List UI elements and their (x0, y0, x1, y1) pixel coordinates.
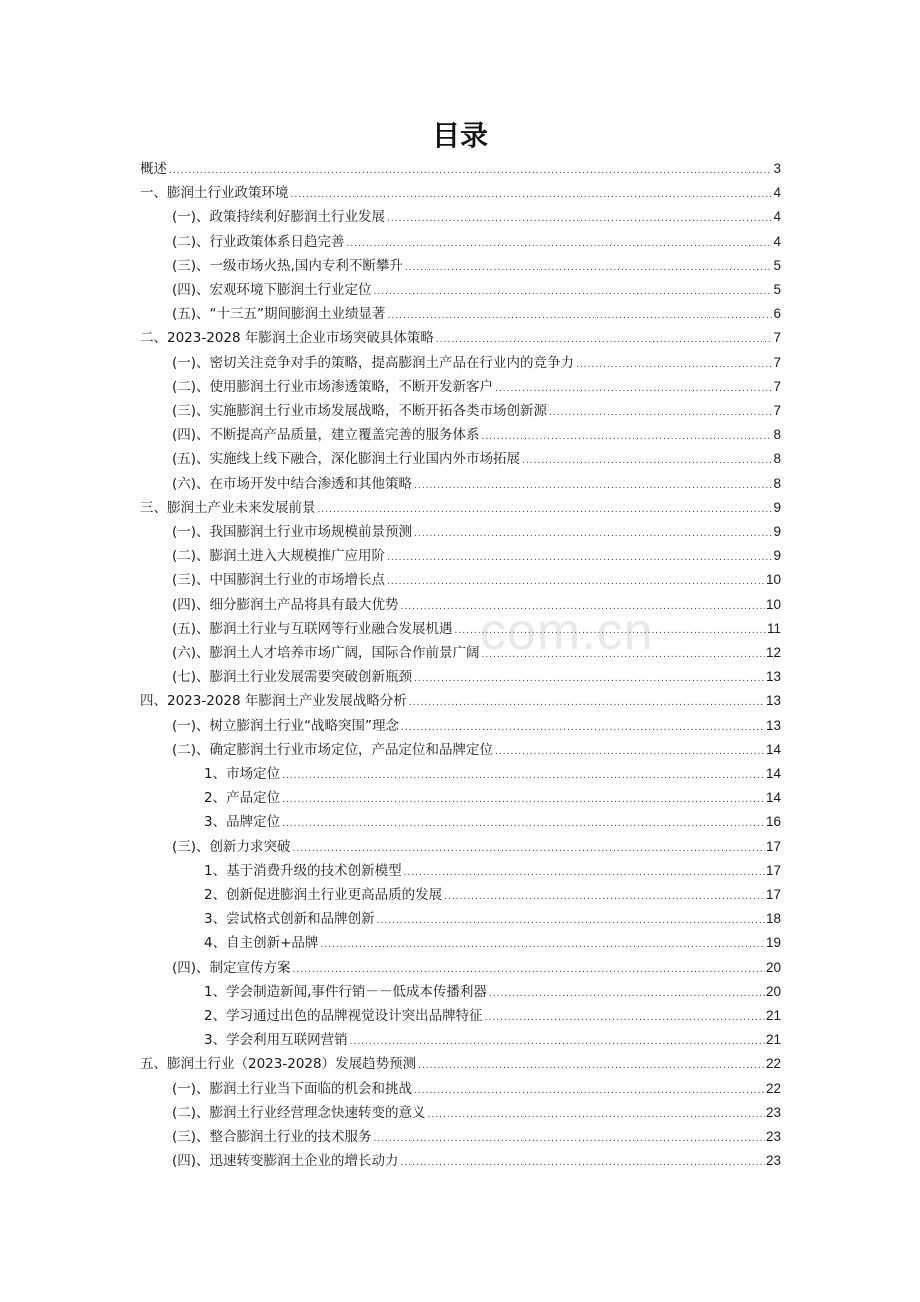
dot-leader (293, 958, 765, 982)
toc-entry[interactable] (204, 1028, 781, 1052)
toc-entry[interactable] (172, 472, 781, 496)
toc-entry-title: (二)、膨润土行业经营理念快速转变的意义 (172, 1104, 426, 1121)
toc-entry[interactable] (172, 278, 781, 302)
toc-entry-page-number: 7 (773, 403, 781, 418)
toc-entry[interactable] (140, 689, 781, 713)
toc-entry[interactable] (140, 1052, 781, 1076)
toc-entry-page-number: 9 (773, 524, 781, 539)
dot-leader (293, 837, 765, 861)
toc-entry[interactable] (172, 302, 781, 326)
toc-entry-page-number: 14 (765, 766, 781, 781)
toc-entry-title: (二)、确定膨润土行业市场定位，产品定位和品牌定位 (172, 741, 494, 758)
toc-entry-page-number: 13 (765, 669, 781, 685)
dot-leader (350, 1030, 765, 1054)
toc-entry-page-number: 8 (773, 451, 781, 467)
toc-entry-title: 3、品牌定位 (204, 814, 281, 831)
toc-entry-title: 2、学习通过出色的品牌视觉设计突出品牌特征 (204, 1008, 483, 1024)
toc-entry-title: (二)、行业政策体系日趋完善 (172, 233, 345, 250)
toc-entry-page-number: 11 (766, 620, 781, 636)
toc-entry[interactable] (172, 1149, 781, 1173)
toc-entry[interactable] (140, 496, 781, 520)
toc-entry-page-number: 21 (765, 1008, 781, 1023)
toc-entry-page-number: 5 (773, 282, 781, 297)
toc-entry[interactable] (172, 641, 781, 665)
toc-entry[interactable] (172, 665, 781, 689)
toc-entry-page-number: 21 (765, 1032, 781, 1048)
toc-entry-title: 二、2023-2028 年膨润土企业市场突破具体策略 (140, 330, 434, 347)
dot-leader (169, 159, 772, 183)
toc-entry-page-number: 5 (773, 257, 781, 273)
dot-leader (522, 449, 772, 473)
toc-entry-title: (四)、宏观环境下膨润土行业定位 (172, 282, 372, 298)
dot-leader (576, 353, 772, 377)
toc-entry-page-number: 14 (765, 741, 781, 757)
dot-leader (489, 982, 765, 1006)
toc-entry-title: (四)、制定宣传方案 (172, 959, 291, 976)
toc-entry-title: 3、学会利用互联网营销 (204, 1032, 348, 1049)
toc-entry-title: (一)、政策持续利好膨润土行业发展 (172, 209, 386, 226)
toc-entry[interactable] (140, 326, 781, 350)
toc-entry-title: 三、膨润土产业未来发展前景 (140, 499, 316, 516)
toc-entry-page-number: 17 (765, 887, 781, 902)
dot-leader (455, 619, 766, 643)
dot-leader (414, 1079, 765, 1103)
toc-entry[interactable] (172, 568, 781, 592)
toc-entry-title: 五、膨润土行业（2023-2028）发展趋势预测 (140, 1056, 417, 1073)
dot-leader (414, 667, 765, 691)
dot-leader (428, 1103, 765, 1127)
toc-entry[interactable] (172, 714, 781, 738)
toc-entry[interactable] (204, 1004, 781, 1028)
toc-entry[interactable] (172, 447, 781, 471)
toc-entry-title: (五)、“十三五”期间膨润土业绩显著 (172, 306, 386, 323)
dot-leader (401, 595, 765, 619)
toc-entry-title: 4、自主创新+品牌 (204, 935, 319, 952)
toc-entry[interactable] (172, 423, 781, 447)
toc-entry-page-number: 3 (773, 161, 781, 176)
toc-entry-title: (三)、创新力求突破 (172, 838, 291, 855)
toc-entry[interactable] (204, 907, 781, 931)
toc-entry-title: (四)、细分膨润土产品将具有最大优势 (172, 596, 399, 613)
dot-leader (495, 377, 772, 401)
toc-entry-page-number: 23 (765, 1129, 781, 1144)
page-title: 目录 (431, 119, 488, 152)
dot-leader (418, 1054, 765, 1078)
dot-leader (444, 885, 765, 909)
toc-entry-page-number: 4 (773, 209, 781, 225)
toc-entry-title: (五)、实施线上线下融合，深化膨润土行业国内外市场拓展 (172, 451, 521, 468)
toc-entry[interactable] (172, 520, 781, 544)
dot-leader (388, 304, 773, 328)
dot-leader (414, 522, 772, 546)
toc-entry[interactable] (172, 230, 781, 254)
dot-leader (482, 643, 765, 667)
toc-entry-page-number: 4 (773, 185, 781, 201)
toc-entry-page-number: 23 (765, 1104, 781, 1120)
dot-leader (387, 546, 772, 570)
toc-entry-page-number: 23 (765, 1153, 781, 1169)
dot-leader (485, 1006, 765, 1030)
toc-entry-page-number: 4 (773, 233, 781, 249)
toc-entry[interactable] (172, 254, 781, 278)
toc-entry[interactable] (172, 1101, 781, 1125)
toc-entry[interactable] (172, 375, 781, 399)
toc-entry-page-number: 18 (765, 911, 781, 927)
toc-entry-page-number: 22 (765, 1080, 781, 1096)
dot-leader (409, 691, 765, 715)
toc-entry-page-number: 10 (765, 572, 781, 588)
toc-entry-page-number: 14 (765, 790, 781, 806)
toc-entry-title: (三)、实施膨润土行业市场发展战略，不断开拓各类市场创新源 (172, 403, 548, 419)
toc-entry-page-number: 13 (765, 693, 781, 709)
toc-entry-title: (一)、膨润土行业当下面临的机会和挑战 (172, 1080, 413, 1097)
toc-entry-page-number: 9 (773, 548, 781, 564)
dot-leader (347, 232, 773, 256)
toc-entry-title: 2、创新促进膨润土行业更高品质的发展 (204, 887, 443, 903)
dot-leader (377, 909, 765, 933)
toc-entry[interactable] (172, 835, 781, 859)
toc-entry[interactable] (172, 738, 781, 762)
dot-leader (549, 401, 772, 425)
toc-entry[interactable] (204, 786, 781, 810)
dot-leader (282, 812, 765, 836)
toc-entry[interactable] (172, 205, 781, 229)
toc-entry[interactable] (140, 181, 781, 205)
dot-leader (405, 256, 773, 280)
toc-entry-page-number: 19 (765, 935, 781, 951)
toc-entry-page-number: 7 (773, 354, 781, 370)
watermark: com.cn (480, 603, 654, 661)
toc-entry-title: 1、基于消费升级的技术创新模型 (204, 862, 402, 879)
toc-entry[interactable] (204, 931, 781, 955)
toc-entry[interactable] (204, 810, 781, 834)
dot-leader (401, 1151, 765, 1175)
toc-entry-title: 一、膨润土行业政策环境 (140, 185, 289, 202)
toc-entry[interactable] (172, 1125, 781, 1149)
toc-entry-title: (一)、密切关注竞争对手的策略，提高膨润土产品在行业内的竞争力 (172, 354, 575, 371)
dot-leader (482, 425, 773, 449)
toc-entry-page-number: 8 (773, 475, 781, 491)
dot-leader (374, 280, 773, 304)
dot-leader (282, 764, 765, 788)
toc-entry-page-number: 20 (765, 983, 781, 999)
toc-entry[interactable] (172, 351, 781, 375)
toc-entry-page-number: 7 (773, 330, 781, 346)
toc-entry-title: 四、2023-2028 年膨润土产业发展战略分析 (140, 693, 407, 710)
dot-leader (436, 328, 773, 352)
toc-entry-page-number: 10 (765, 596, 781, 612)
toc-entry[interactable] (204, 859, 781, 883)
toc-entry-page-number: 8 (773, 427, 781, 443)
dot-leader (387, 207, 772, 231)
toc-entry[interactable] (140, 157, 781, 181)
toc-entry-title: (四)、迅速转变膨润土企业的增长动力 (172, 1153, 399, 1170)
dot-leader (401, 716, 765, 740)
toc-entry[interactable] (172, 617, 781, 641)
toc-entry-title: (一)、我国膨润土行业市场规模前景预测 (172, 524, 413, 540)
toc-entry-title: 概述 (140, 161, 167, 177)
toc-entry[interactable] (172, 593, 781, 617)
toc-entry[interactable] (172, 399, 781, 423)
toc-entry-title: (六)、膨润土人才培养市场广阔，国际合作前景广阔 (172, 645, 480, 661)
dot-leader (318, 498, 773, 522)
toc-entry-title: (五)、膨润土行业与互联网等行业融合发展机遇 (172, 620, 453, 637)
dot-leader (320, 933, 765, 957)
dot-leader (495, 740, 765, 764)
toc-entry[interactable] (172, 956, 781, 980)
toc-entry[interactable] (172, 1077, 781, 1101)
dot-leader (291, 183, 773, 207)
toc-entry[interactable] (204, 883, 781, 907)
toc-entry-title: (二)、膨润土进入大规模推广应用阶 (172, 548, 386, 565)
toc-entry[interactable] (204, 762, 781, 786)
dot-leader (374, 1127, 765, 1151)
toc-entry-title: 1、学会制造新闻,事件行销－－低成本传播利器 (204, 983, 487, 1000)
toc-entry-title: (三)、一级市场火热,国内专利不断攀升 (172, 257, 403, 274)
toc-entry-page-number: 13 (765, 717, 781, 733)
toc-entry-title: 3、尝试格式创新和品牌创新 (204, 911, 375, 928)
toc-entry-page-number: 7 (773, 378, 781, 394)
dot-leader (414, 474, 772, 498)
toc-entry-title: (二)、使用膨润土行业市场渗透策略，不断开发新客户 (172, 378, 494, 395)
toc-entry-title: (三)、中国膨润土行业的市场增长点 (172, 572, 386, 589)
toc-entry-title: 1、市场定位 (204, 766, 281, 782)
dot-leader (387, 570, 765, 594)
toc-entry-title: (六)、在市场开发中结合渗透和其他策略 (172, 475, 413, 492)
toc-entry-page-number: 16 (765, 814, 781, 830)
toc-entry-page-number: 12 (765, 645, 781, 660)
toc-entry-page-number: 20 (765, 959, 781, 975)
toc-entry-page-number: 9 (773, 499, 781, 515)
toc-entry-title: (三)、整合膨润土行业的技术服务 (172, 1129, 372, 1145)
toc-entry-page-number: 22 (765, 1056, 781, 1072)
toc-entry-title: (一)、树立膨润土行业“战略突围”理念 (172, 717, 400, 734)
toc-entry-page-number: 17 (765, 862, 781, 878)
toc-entry[interactable] (172, 544, 781, 568)
dot-leader (404, 861, 765, 885)
toc-entry-title: 2、产品定位 (204, 790, 281, 807)
toc-entry-page-number: 17 (765, 838, 781, 854)
toc-entry-page-number: 6 (773, 306, 781, 322)
toc-entry-title: (四)、不断提高产品质量，建立覆盖完善的服务体系 (172, 427, 480, 444)
dot-leader (282, 788, 765, 812)
toc-entry[interactable] (204, 980, 781, 1004)
toc-entry-title: (七)、膨润土行业发展需要突破创新瓶颈 (172, 669, 413, 686)
